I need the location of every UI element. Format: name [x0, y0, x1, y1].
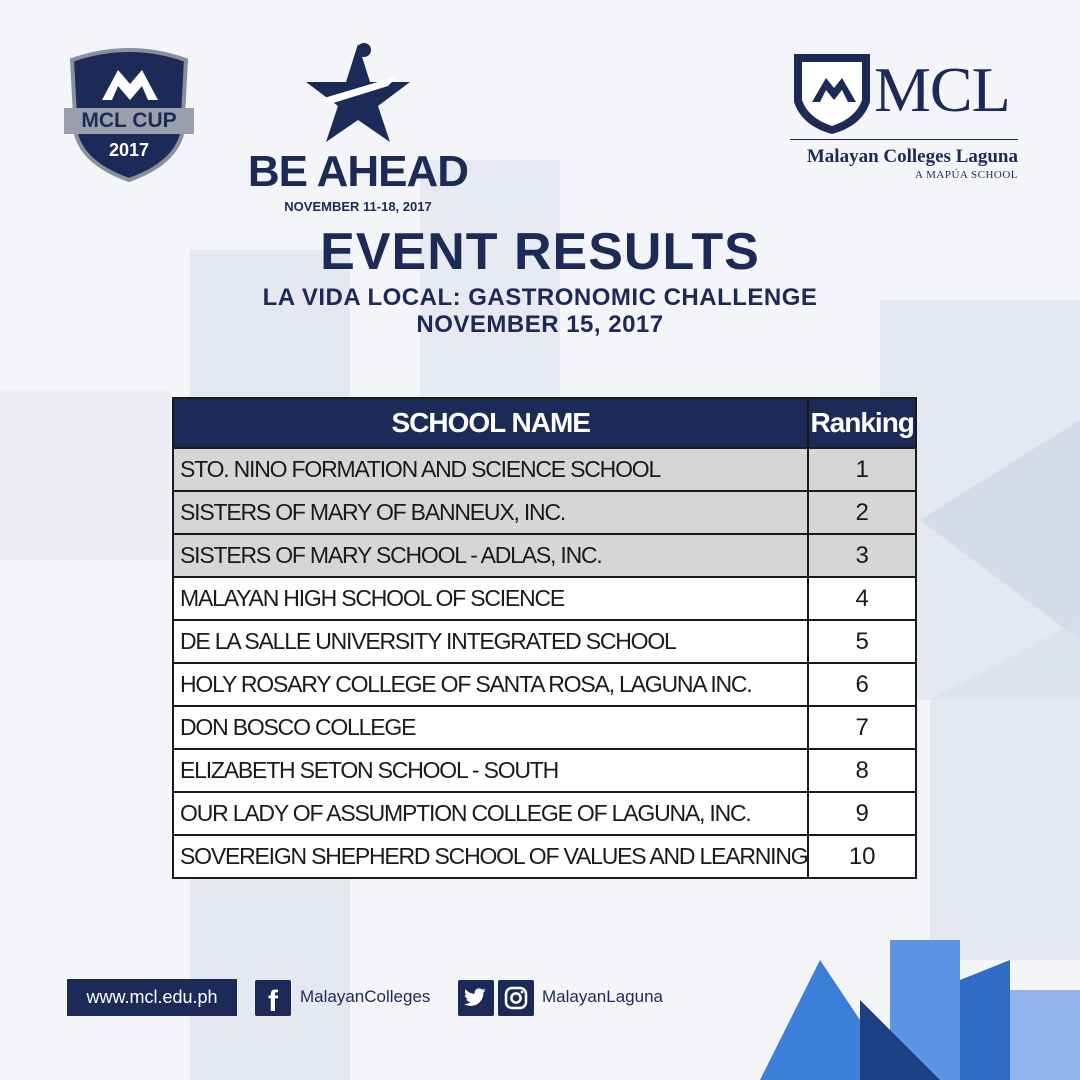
be-ahead-dates: NOVEMBER 11-18, 2017 — [284, 199, 432, 214]
rank-cell: 9 — [808, 792, 915, 835]
rank-cell: 3 — [808, 534, 915, 577]
table-row — [173, 534, 916, 577]
star-figure-icon — [238, 36, 478, 146]
mcl-tagline: A MAPÚA SCHOOL — [915, 169, 1018, 181]
table-row — [173, 706, 916, 749]
twitter-icon[interactable] — [458, 980, 494, 1016]
instagram-icon[interactable] — [498, 980, 534, 1016]
school-cell: HOLY ROSARY COLLEGE OF SANTA ROSA, LAGUNA INC. — [173, 663, 808, 706]
rank-cell: 4 — [808, 577, 915, 620]
rank-cell: 8 — [808, 749, 915, 792]
school-cell: DE LA SALLE UNIVERSITY INTEGRATED SCHOOL — [173, 620, 808, 663]
table-row — [173, 620, 916, 663]
table-row — [173, 448, 916, 491]
school-cell: SISTERS OF MARY OF BANNEUX, INC. — [173, 491, 808, 534]
school-cell: STO. NINO FORMATION AND SCIENCE SCHOOL — [173, 448, 808, 491]
mcl-brand-logo — [788, 50, 1020, 190]
mcl-shield-icon — [790, 50, 874, 136]
rank-cell: 6 — [808, 663, 915, 706]
rank-cell: 5 — [808, 620, 915, 663]
divider — [790, 139, 1018, 140]
school-cell: SISTERS OF MARY SCHOOL - ADLAS, INC. — [173, 534, 808, 577]
event-name: LA VIDA LOCAL: GASTRONOMIC CHALLENGE — [262, 284, 818, 311]
school-cell: DON BOSCO COLLEGE — [173, 706, 808, 749]
facebook-icon[interactable]: f — [255, 980, 291, 1016]
event-date: NOVEMBER 15, 2017 — [416, 311, 664, 338]
rank-cell: 7 — [808, 706, 915, 749]
page-title: EVENT RESULTS — [320, 223, 760, 281]
table-row — [173, 577, 916, 620]
column-header-school: SCHOOL NAME — [173, 398, 808, 448]
school-cell: ELIZABETH SETON SCHOOL - SOUTH — [173, 749, 808, 792]
instagram-handle[interactable]: MalayanLaguna — [542, 987, 663, 1006]
website-link[interactable]: www.mcl.edu.ph — [67, 979, 237, 1016]
table-header-row — [173, 398, 916, 448]
school-cell: SOVEREIGN SHEPHERD SCHOOL OF VALUES AND LEARNING — [173, 835, 808, 878]
column-header-rank: Ranking — [808, 398, 915, 448]
school-cell: OUR LADY OF ASSUMPTION COLLEGE OF LAGUNA, INC. — [173, 792, 808, 835]
rank-cell: 1 — [808, 448, 915, 491]
table-row — [173, 835, 916, 878]
facebook-handle[interactable]: MalayanColleges — [300, 987, 431, 1006]
table-row — [173, 491, 916, 534]
mcl-brand-name: MCL — [874, 54, 1010, 125]
school-cell: MALAYAN HIGH SCHOOL OF SCIENCE — [173, 577, 808, 620]
mcl-cup-badge — [64, 42, 194, 182]
table-row — [173, 663, 916, 706]
rank-cell: 10 — [808, 835, 915, 878]
mcl-cup-label: MCL CUP — [81, 109, 177, 132]
be-ahead-logo — [238, 36, 478, 214]
be-ahead-title: BE AHEAD — [247, 147, 469, 196]
results-table — [172, 397, 917, 879]
table-row — [173, 792, 916, 835]
table-row — [173, 749, 916, 792]
mcl-full-name: Malayan Colleges Laguna — [806, 146, 1018, 167]
mcl-cup-year: 2017 — [108, 140, 150, 160]
rank-cell: 2 — [808, 491, 915, 534]
